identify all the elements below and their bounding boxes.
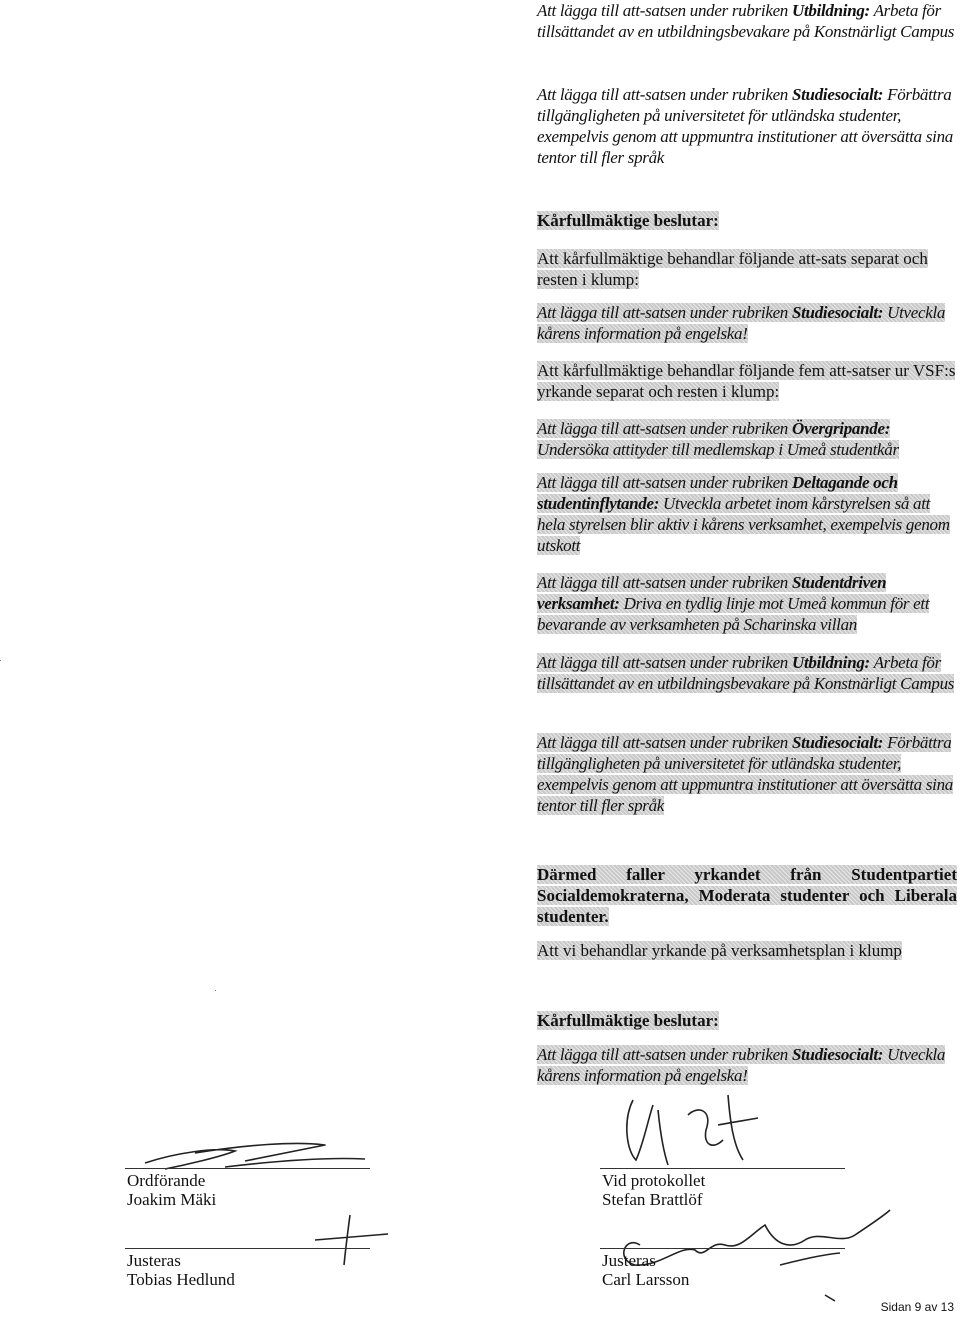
rubric-label: Utbildning:	[791, 1, 870, 20]
signature-line-justeras-left	[125, 1248, 370, 1249]
signature-role: Justeras	[127, 1251, 181, 1270]
att-text: Utveckla arbetet inom kårstyrelsen så att hela styrelsen blir aktiv i kårens verksamhet, exempelvis genom utskott	[537, 494, 950, 555]
signature-justeras-left	[310, 1210, 390, 1270]
page-number: Sidan 9 av 13	[880, 1300, 954, 1314]
consequence-att	[537, 940, 957, 961]
att-prefix: Att lägga till att-satsen under rubriken	[537, 1, 792, 20]
consequence-text	[537, 864, 957, 927]
signature-block-protokoll	[602, 1171, 705, 1209]
decision-item-7	[537, 652, 957, 694]
att-text: Utveckla kårens information på engelska!	[537, 303, 946, 343]
decision-heading-2	[537, 1010, 957, 1031]
decision-heading-1	[537, 210, 957, 231]
att-line: Att vi behandlar yrkande på verksamhetsplan i klump	[537, 941, 902, 960]
signature-role: Justeras	[602, 1251, 656, 1270]
signature-name: Joakim Mäki	[127, 1190, 217, 1209]
item-text: Att kårfullmäktige behandlar följande fem att-satser ur VSF:s yrkande separat och resten i klump:	[537, 361, 956, 401]
decision-item-2	[537, 302, 957, 344]
signature-protokoll	[618, 1090, 758, 1170]
heading-text: Kårfullmäktige beslutar:	[537, 1011, 719, 1030]
signature-line-ordforande	[125, 1168, 370, 1169]
rubric-label: Studiesocialt:	[791, 303, 884, 322]
top-att-studiesocialt	[537, 84, 957, 168]
att-prefix: Att lägga till att-satsen under rubriken	[537, 1045, 792, 1064]
decision-item-1	[537, 248, 957, 290]
item-text: Att kårfullmäktige behandlar följande att-sats separat och resten i klump:	[537, 249, 928, 289]
signature-name: Stefan Brattlöf	[602, 1190, 703, 1209]
rubric-label: Studiesocialt:	[791, 733, 884, 752]
signature-name: Tobias Hedlund	[127, 1270, 235, 1289]
decision-item-3	[537, 360, 957, 402]
signature-block-justeras-left	[127, 1251, 235, 1289]
att-text: Utveckla kårens information på engelska!	[537, 1045, 946, 1085]
heading-text: Kårfullmäktige beslutar:	[537, 211, 719, 230]
att-prefix: Att lägga till att-satsen under rubriken	[537, 419, 792, 438]
att-text: Undersöka attityder till medlemskap i Umeå studentkår	[537, 440, 899, 459]
att-prefix: Att lägga till att-satsen under rubriken	[537, 85, 792, 104]
att-text: Arbeta för tillsättandet av en utbildningsbevakare på Konstnärligt Campus	[537, 1, 955, 41]
att-text: Arbeta för tillsättandet av en utbildningsbevakare på Konstnärligt Campus	[537, 653, 955, 693]
att-text: Förbättra tillgängligheten på universitetet för utländska studenter, exempelvis genom att uppmuntra institutioner att översätta sina tentor till fler språk	[537, 85, 953, 167]
scan-speck	[0, 660, 1, 661]
signature-role: Ordförande	[127, 1171, 206, 1190]
signature-line-justeras-right	[600, 1248, 845, 1249]
rubric-label: Övergripande:	[791, 419, 891, 438]
decision2-item	[537, 1044, 957, 1086]
att-prefix: Att lägga till att-satsen under rubriken	[537, 473, 792, 492]
signature-block-ordforande	[127, 1171, 216, 1209]
att-text: Driva en tydlig linje mot Umeå kommun för ett bevarande av verksamheten på Scharinska villan	[537, 594, 930, 634]
signature-line-protokoll	[600, 1168, 845, 1169]
att-text: Förbättra tillgängligheten på universitetet för utländska studenter, exempelvis genom att uppmuntra institutioner att översätta sina tentor till fler språk	[537, 733, 953, 815]
att-prefix: Att lägga till att-satsen under rubriken	[537, 653, 792, 672]
decision-item-4	[537, 418, 957, 460]
rubric-label: Studiesocialt:	[791, 1045, 884, 1064]
rubric-label: Studiesocialt:	[791, 85, 884, 104]
signature-name: Carl Larsson	[602, 1270, 690, 1289]
att-prefix: Att lägga till att-satsen under rubriken	[537, 303, 792, 322]
rubric-label: Studentdriven verksamhet:	[537, 573, 887, 613]
signature-block-justeras-right	[602, 1251, 689, 1289]
att-prefix: Att lägga till att-satsen under rubriken	[537, 573, 792, 592]
decision-item-5	[537, 472, 957, 556]
rubric-label: Utbildning:	[791, 653, 870, 672]
scan-speck	[215, 990, 216, 991]
att-prefix: Att lägga till att-satsen under rubriken	[537, 733, 792, 752]
rubric-label: Deltagande och studentinflytande:	[537, 473, 898, 513]
top-att-utbildning	[537, 0, 957, 42]
signature-role: Vid protokollet	[602, 1171, 706, 1190]
consequence-line: Därmed faller yrkandet från Studentpartiet Socialdemokraterna, Moderata studenter och Liberala studenter.	[537, 865, 957, 926]
decision-item-8	[537, 732, 957, 816]
decision-item-6	[537, 572, 957, 635]
